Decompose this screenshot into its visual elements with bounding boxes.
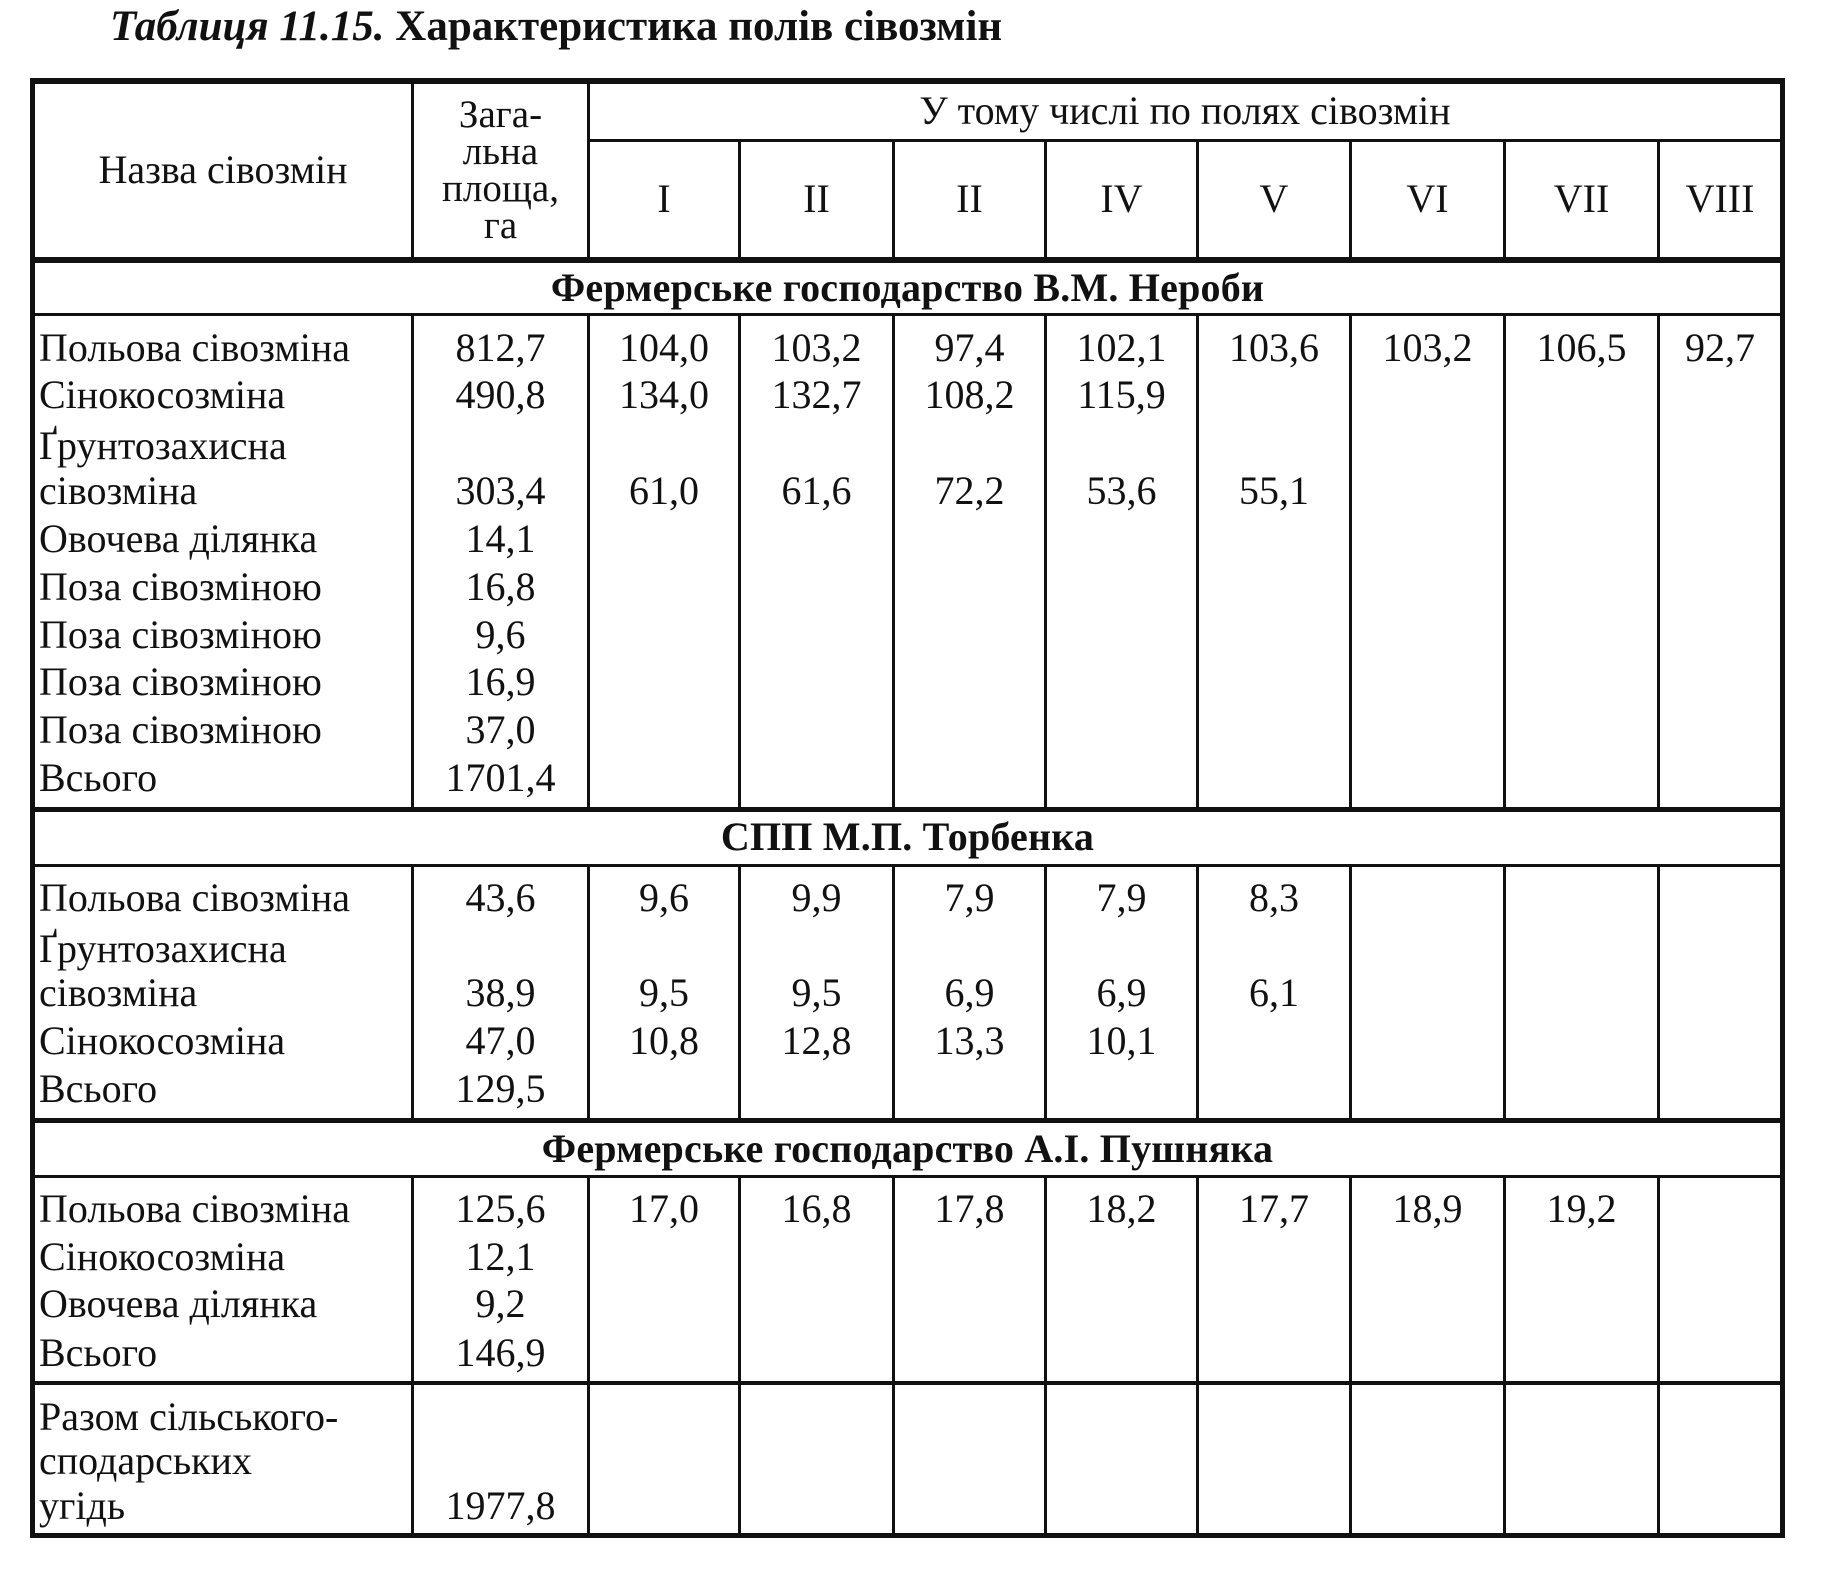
row-field-value xyxy=(1046,705,1198,753)
row-field-value xyxy=(1351,921,1505,1017)
row-field-value xyxy=(1659,753,1783,810)
row-field-value xyxy=(1198,1279,1351,1327)
row-field-value xyxy=(1351,705,1505,753)
row-field-value: 9,6 xyxy=(589,865,740,921)
header-field: I xyxy=(589,141,740,260)
row-field-value xyxy=(740,1232,894,1280)
row-field-value xyxy=(1198,753,1351,810)
row-field-value xyxy=(1351,418,1505,514)
row-field-value xyxy=(589,562,740,610)
row-field-value xyxy=(1046,1279,1198,1327)
header-total-line: льна xyxy=(462,130,539,174)
row-total: 16,9 xyxy=(413,657,589,705)
row-field-value xyxy=(1046,657,1198,705)
row-total: 14,1 xyxy=(413,514,589,562)
caption-title: Характеристика полів сівозмін xyxy=(395,3,1003,50)
row-field-value: 97,4 xyxy=(894,315,1046,371)
row-total: 303,4 xyxy=(413,418,589,514)
row-field-value: 9,9 xyxy=(740,865,894,921)
row-field-value xyxy=(1659,418,1783,514)
row-field-value: 9,5 xyxy=(589,921,740,1017)
row-field-value: 18,9 xyxy=(1351,1176,1505,1232)
empty-cell xyxy=(1046,1383,1198,1535)
row-field-value xyxy=(894,1232,1046,1280)
header-field: IV xyxy=(1046,141,1198,260)
row-field-value: 7,9 xyxy=(1046,865,1198,921)
row-field-value: 132,7 xyxy=(740,370,894,418)
row-field-value xyxy=(1505,657,1659,705)
empty-cell xyxy=(1659,1383,1783,1535)
row-field-value: 10,8 xyxy=(589,1016,740,1064)
row-field-value xyxy=(1198,1064,1351,1121)
row-field-value: 72,2 xyxy=(894,418,1046,514)
row-field-value xyxy=(1351,1232,1505,1280)
table-row xyxy=(33,418,1783,514)
row-field-value: 10,1 xyxy=(1046,1016,1198,1064)
row-field-value xyxy=(1659,1327,1783,1383)
row-field-value: 104,0 xyxy=(589,315,740,371)
header-total-line: га xyxy=(483,204,518,248)
row-total: 12,1 xyxy=(413,1232,589,1280)
row-name: Овочева ділянка xyxy=(33,514,413,562)
grand-total-row xyxy=(33,1383,1783,1535)
row-field-value xyxy=(1351,753,1505,810)
table-row xyxy=(33,1232,1783,1280)
table-row xyxy=(33,921,1783,1017)
row-field-value xyxy=(1046,514,1198,562)
row-field-value xyxy=(740,562,894,610)
row-field-value xyxy=(1198,705,1351,753)
row-name: Польова сівозміна xyxy=(33,315,413,371)
row-field-value xyxy=(1198,1016,1351,1064)
row-name-line: Ґрунтозахисна xyxy=(39,423,287,469)
row-field-value xyxy=(1659,370,1783,418)
row-field-value xyxy=(1351,657,1505,705)
row-field-value xyxy=(740,1327,894,1383)
table-row xyxy=(33,315,1783,371)
row-field-value xyxy=(740,657,894,705)
row-field-value xyxy=(1046,753,1198,810)
row-field-value xyxy=(894,1064,1046,1121)
grand-total-name xyxy=(33,1383,413,1535)
table-row xyxy=(33,1279,1783,1327)
row-name: Всього xyxy=(33,1064,413,1121)
row-name: Польова сівозміна xyxy=(33,1176,413,1232)
row-total: 43,6 xyxy=(413,865,589,921)
table-row xyxy=(33,705,1783,753)
row-field-value xyxy=(1505,1064,1659,1121)
header-field: II xyxy=(894,141,1046,260)
row-field-value: 61,6 xyxy=(740,418,894,514)
row-field-value: 102,1 xyxy=(1046,315,1198,371)
table-row xyxy=(33,1176,1783,1232)
row-field-value xyxy=(1659,1176,1783,1232)
row-field-value xyxy=(1505,865,1659,921)
row-field-value xyxy=(1659,657,1783,705)
row-field-value xyxy=(1351,514,1505,562)
row-name: Поза сівозміною xyxy=(33,657,413,705)
row-field-value xyxy=(1505,370,1659,418)
header-total-line: площа, xyxy=(442,167,559,211)
empty-cell xyxy=(894,1383,1046,1535)
row-total: 490,8 xyxy=(413,370,589,418)
row-name xyxy=(33,921,413,1017)
row-field-value: 6,9 xyxy=(894,921,1046,1017)
section-title: Фермерське господарство В.М. Нероби xyxy=(33,260,1783,315)
header-field: V xyxy=(1198,141,1351,260)
row-field-value: 55,1 xyxy=(1198,418,1351,514)
row-field-value xyxy=(1659,705,1783,753)
row-field-value: 8,3 xyxy=(1198,865,1351,921)
row-field-value xyxy=(1659,562,1783,610)
row-field-value: 19,2 xyxy=(1505,1176,1659,1232)
row-field-value xyxy=(740,705,894,753)
row-field-value xyxy=(1505,705,1659,753)
row-name: Всього xyxy=(33,753,413,810)
row-field-value xyxy=(1046,1232,1198,1280)
row-field-value xyxy=(740,1064,894,1121)
row-field-value xyxy=(894,1279,1046,1327)
grand-total-value: 1977,8 xyxy=(413,1383,589,1535)
row-name-line: сівозміна xyxy=(39,970,198,1016)
row-field-value xyxy=(1351,610,1505,658)
table-row xyxy=(33,1016,1783,1064)
row-field-value: 61,0 xyxy=(589,418,740,514)
row-field-value: 16,8 xyxy=(740,1176,894,1232)
row-field-value: 6,1 xyxy=(1198,921,1351,1017)
row-field-value: 92,7 xyxy=(1659,315,1783,371)
row-field-value: 108,2 xyxy=(894,370,1046,418)
section-title: Фермерське господарство А.І. Пушняка xyxy=(33,1121,1783,1176)
row-field-value xyxy=(894,562,1046,610)
header-total-area xyxy=(413,81,589,260)
row-total: 125,6 xyxy=(413,1176,589,1232)
table-row xyxy=(33,1327,1783,1383)
row-field-value xyxy=(1351,1279,1505,1327)
row-name xyxy=(33,418,413,514)
row-field-value: 13,3 xyxy=(894,1016,1046,1064)
row-field-value xyxy=(1505,418,1659,514)
row-field-value xyxy=(894,657,1046,705)
row-total: 38,9 xyxy=(413,921,589,1017)
row-field-value xyxy=(589,1327,740,1383)
row-field-value xyxy=(1659,1232,1783,1280)
row-name: Польова сівозміна xyxy=(33,865,413,921)
row-field-value xyxy=(1505,514,1659,562)
row-field-value xyxy=(740,514,894,562)
row-name: Сінокосозміна xyxy=(33,1016,413,1064)
row-field-value: 103,2 xyxy=(740,315,894,371)
row-field-value xyxy=(1659,1279,1783,1327)
row-field-value xyxy=(1505,1232,1659,1280)
header-fields-group: У тому числі по полях сівозмін xyxy=(589,81,1783,141)
table-row xyxy=(33,1064,1783,1121)
row-field-value xyxy=(1351,865,1505,921)
row-field-value: 9,5 xyxy=(740,921,894,1017)
header-name-col: Назва сівозмін xyxy=(33,81,413,260)
header-field: II xyxy=(740,141,894,260)
row-field-value xyxy=(1198,514,1351,562)
section-row xyxy=(33,810,1783,865)
row-field-value: 53,6 xyxy=(1046,418,1198,514)
row-name: Поза сівозміною xyxy=(33,562,413,610)
crop-rotation-table xyxy=(30,78,1785,1538)
empty-cell xyxy=(1505,1383,1659,1535)
table-row xyxy=(33,865,1783,921)
row-field-value xyxy=(1505,610,1659,658)
row-field-value xyxy=(1505,1279,1659,1327)
table-row xyxy=(33,370,1783,418)
grand-total-name-line: угідь xyxy=(39,1483,126,1529)
table-row xyxy=(33,753,1783,810)
header-field: VII xyxy=(1505,141,1659,260)
row-field-value: 103,6 xyxy=(1198,315,1351,371)
row-field-value xyxy=(894,610,1046,658)
row-field-value xyxy=(1198,657,1351,705)
row-total: 1701,4 xyxy=(413,753,589,810)
empty-cell xyxy=(740,1383,894,1535)
empty-cell xyxy=(589,1383,740,1535)
row-field-value xyxy=(740,753,894,810)
row-name: Всього xyxy=(33,1327,413,1383)
row-field-value: 12,8 xyxy=(740,1016,894,1064)
row-field-value xyxy=(589,514,740,562)
row-field-value xyxy=(1351,562,1505,610)
row-name: Поза сівозміною xyxy=(33,610,413,658)
row-field-value xyxy=(1659,921,1783,1017)
row-total: 37,0 xyxy=(413,705,589,753)
row-field-value xyxy=(894,753,1046,810)
row-field-value xyxy=(894,1327,1046,1383)
row-field-value xyxy=(1046,610,1198,658)
row-field-value xyxy=(894,514,1046,562)
row-field-value xyxy=(589,1279,740,1327)
row-field-value: 17,7 xyxy=(1198,1176,1351,1232)
row-field-value xyxy=(589,753,740,810)
row-field-value xyxy=(740,610,894,658)
row-field-value xyxy=(894,705,1046,753)
empty-cell xyxy=(1198,1383,1351,1535)
row-field-value: 17,0 xyxy=(589,1176,740,1232)
row-name: Сінокосозміна xyxy=(33,1232,413,1280)
row-field-value xyxy=(589,657,740,705)
row-field-value xyxy=(1505,753,1659,810)
row-field-value xyxy=(1659,514,1783,562)
row-field-value xyxy=(740,1279,894,1327)
section-title: СПП М.П. Торбенка xyxy=(33,810,1783,865)
row-field-value xyxy=(1198,370,1351,418)
header-field: VI xyxy=(1351,141,1505,260)
row-field-value: 6,9 xyxy=(1046,921,1198,1017)
row-field-value xyxy=(1659,1016,1783,1064)
row-total: 9,2 xyxy=(413,1279,589,1327)
row-field-value xyxy=(589,1232,740,1280)
row-field-value: 17,8 xyxy=(894,1176,1046,1232)
row-field-value xyxy=(589,610,740,658)
row-total: 812,7 xyxy=(413,315,589,371)
row-field-value xyxy=(1659,1064,1783,1121)
row-field-value xyxy=(1198,610,1351,658)
row-total: 16,8 xyxy=(413,562,589,610)
row-field-value xyxy=(1198,1232,1351,1280)
table-row xyxy=(33,657,1783,705)
row-field-value xyxy=(1351,370,1505,418)
caption-number: Таблиця 11.15. xyxy=(110,3,385,50)
row-field-value: 115,9 xyxy=(1046,370,1198,418)
table-row xyxy=(33,610,1783,658)
row-field-value xyxy=(1351,1327,1505,1383)
row-field-value xyxy=(1659,610,1783,658)
row-field-value xyxy=(589,1064,740,1121)
header-total-line: Зага- xyxy=(458,93,543,137)
row-total: 146,9 xyxy=(413,1327,589,1383)
row-field-value: 7,9 xyxy=(894,865,1046,921)
row-name: Поза сівозміною xyxy=(33,705,413,753)
row-field-value xyxy=(1505,921,1659,1017)
row-field-value: 106,5 xyxy=(1505,315,1659,371)
row-name-line: Ґрунтозахисна xyxy=(39,925,287,971)
row-field-value xyxy=(1505,562,1659,610)
row-name: Сінокосозміна xyxy=(33,370,413,418)
row-field-value xyxy=(1351,1016,1505,1064)
grand-total-name-line: Разом сільського- xyxy=(39,1393,339,1439)
grand-total-name-line: сподарських xyxy=(39,1438,252,1484)
row-field-value xyxy=(1046,562,1198,610)
row-field-value: 18,2 xyxy=(1046,1176,1198,1232)
table-row xyxy=(33,514,1783,562)
row-field-value xyxy=(1505,1327,1659,1383)
row-field-value: 103,2 xyxy=(1351,315,1505,371)
row-field-value xyxy=(1505,1016,1659,1064)
row-field-value xyxy=(1351,1064,1505,1121)
empty-cell xyxy=(1351,1383,1505,1535)
row-field-value xyxy=(1659,865,1783,921)
row-field-value: 134,0 xyxy=(589,370,740,418)
row-total: 47,0 xyxy=(413,1016,589,1064)
row-field-value xyxy=(1046,1064,1198,1121)
row-field-value xyxy=(1198,562,1351,610)
row-total: 9,6 xyxy=(413,610,589,658)
row-field-value xyxy=(589,705,740,753)
row-field-value xyxy=(1198,1327,1351,1383)
table-row xyxy=(33,562,1783,610)
table-caption xyxy=(110,2,1002,51)
section-row xyxy=(33,1121,1783,1176)
section-row xyxy=(33,260,1783,315)
row-field-value xyxy=(1046,1327,1198,1383)
row-name: Овочева ділянка xyxy=(33,1279,413,1327)
header-field: VIII xyxy=(1659,141,1783,260)
row-total: 129,5 xyxy=(413,1064,589,1121)
row-name-line: сівозміна xyxy=(39,468,198,514)
